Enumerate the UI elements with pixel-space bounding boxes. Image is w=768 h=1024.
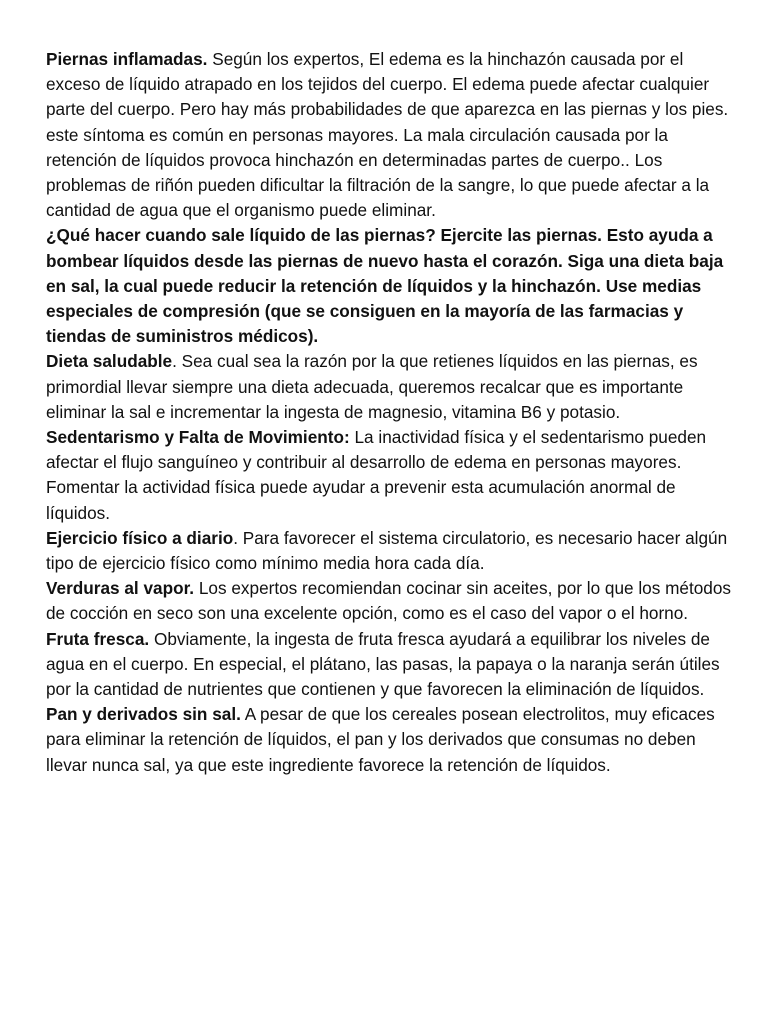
paragraph-fruta-fresca [46, 627, 732, 703]
paragraph-piernas-inflamadas [46, 47, 732, 223]
paragraph-que-hacer: ¿Qué hacer cuando sale líquido de las piernas? Ejercite las piernas. Esto ayuda a bombear líquidos desde las piernas de nuevo hasta el corazón. Siga una dieta baja en sal, la cual puede reducir la retención de líquidos y la hinchazón. Use medias especiales de compresión (que se consiguen en la mayoría de las farmacias y tiendas de suministros médicos). [46, 225, 724, 347]
paragraph-body: La inactividad física y el sedentarismo pueden afectar el flujo sanguíneo y contribuir al desarrollo de edema en personas mayores. Fomentar la actividad física puede ayudar a prevenir esta acumulación anormal de líquidos. [46, 427, 707, 523]
paragraph-body: . Sea cual sea la razón por la que retienes líquidos en las piernas, es primordial llevar siempre una dieta adecuada, queremos recalcar que es importante eliminar la sal e incrementar la ingesta de magnesio, vitamina B6 y potasio. [46, 351, 698, 422]
paragraph-pan-sin-sal [46, 702, 732, 778]
paragraph-ejercicio-fisico [46, 526, 732, 576]
paragraph-body: A pesar de que los cereales posean electrolitos, muy eficaces para eliminar la retención de líquidos, el pan y los derivados que consumas no deben llevar nunca sal, ya que este ingrediente favorece la retención de líquidos. [46, 704, 715, 775]
paragraph-body: Según los expertos, El edema es la hinchazón causada por el exceso de líquido atrapado en los tejidos del cuerpo. El edema puede afectar cualquier parte del cuerpo. Pero hay más probabilidades de que aparezca en las piernas y los pies. este síntoma es común en personas mayores. La mala circulación causada por la retención de líquidos provoca hinchazón en determinadas partes de cuerpo.. Los problemas de riñón pueden dificultar la filtración de la sangre, lo que puede afectar a la cantidad de agua que el organismo puede eliminar. [46, 49, 729, 221]
paragraph-body: Obviamente, la ingesta de fruta fresca ayudará a equilibrar los niveles de agua en el cuerpo. En especial, el plátano, las pasas, la papaya o la naranja serán útiles por la cantidad de nutrientes que contienen y que favorecen la eliminación de líquidos. [46, 628, 720, 700]
paragraph-verduras-al-vapor [46, 576, 732, 626]
paragraph-sedentarismo [46, 425, 732, 526]
paragraph-dieta-saludable [46, 349, 732, 425]
paragraph-heading: Piernas inflamadas. [46, 49, 208, 69]
paragraph-body: Los expertos recomiendan cocinar sin aceites, por lo que los métodos de cocción en seco son una excelente opción, como es el caso del vapor o el horno. [46, 578, 732, 624]
paragraph-heading: Sedentarismo y Falta de Movimiento: [46, 427, 350, 448]
paragraph-heading: Verduras al vapor. [46, 578, 195, 599]
paragraph-heading: Pan y derivados sin sal. [46, 704, 241, 725]
paragraph-heading: Fruta fresca. [46, 628, 150, 649]
paragraph-heading: Dieta saludable [46, 351, 173, 372]
paragraph-heading: Ejercicio físico a diario [46, 527, 234, 548]
paragraph-body: . Para favorecer el sistema circulatorio, es necesario hacer algún tipo de ejercicio físico como mínimo media hora cada día. [46, 527, 728, 574]
